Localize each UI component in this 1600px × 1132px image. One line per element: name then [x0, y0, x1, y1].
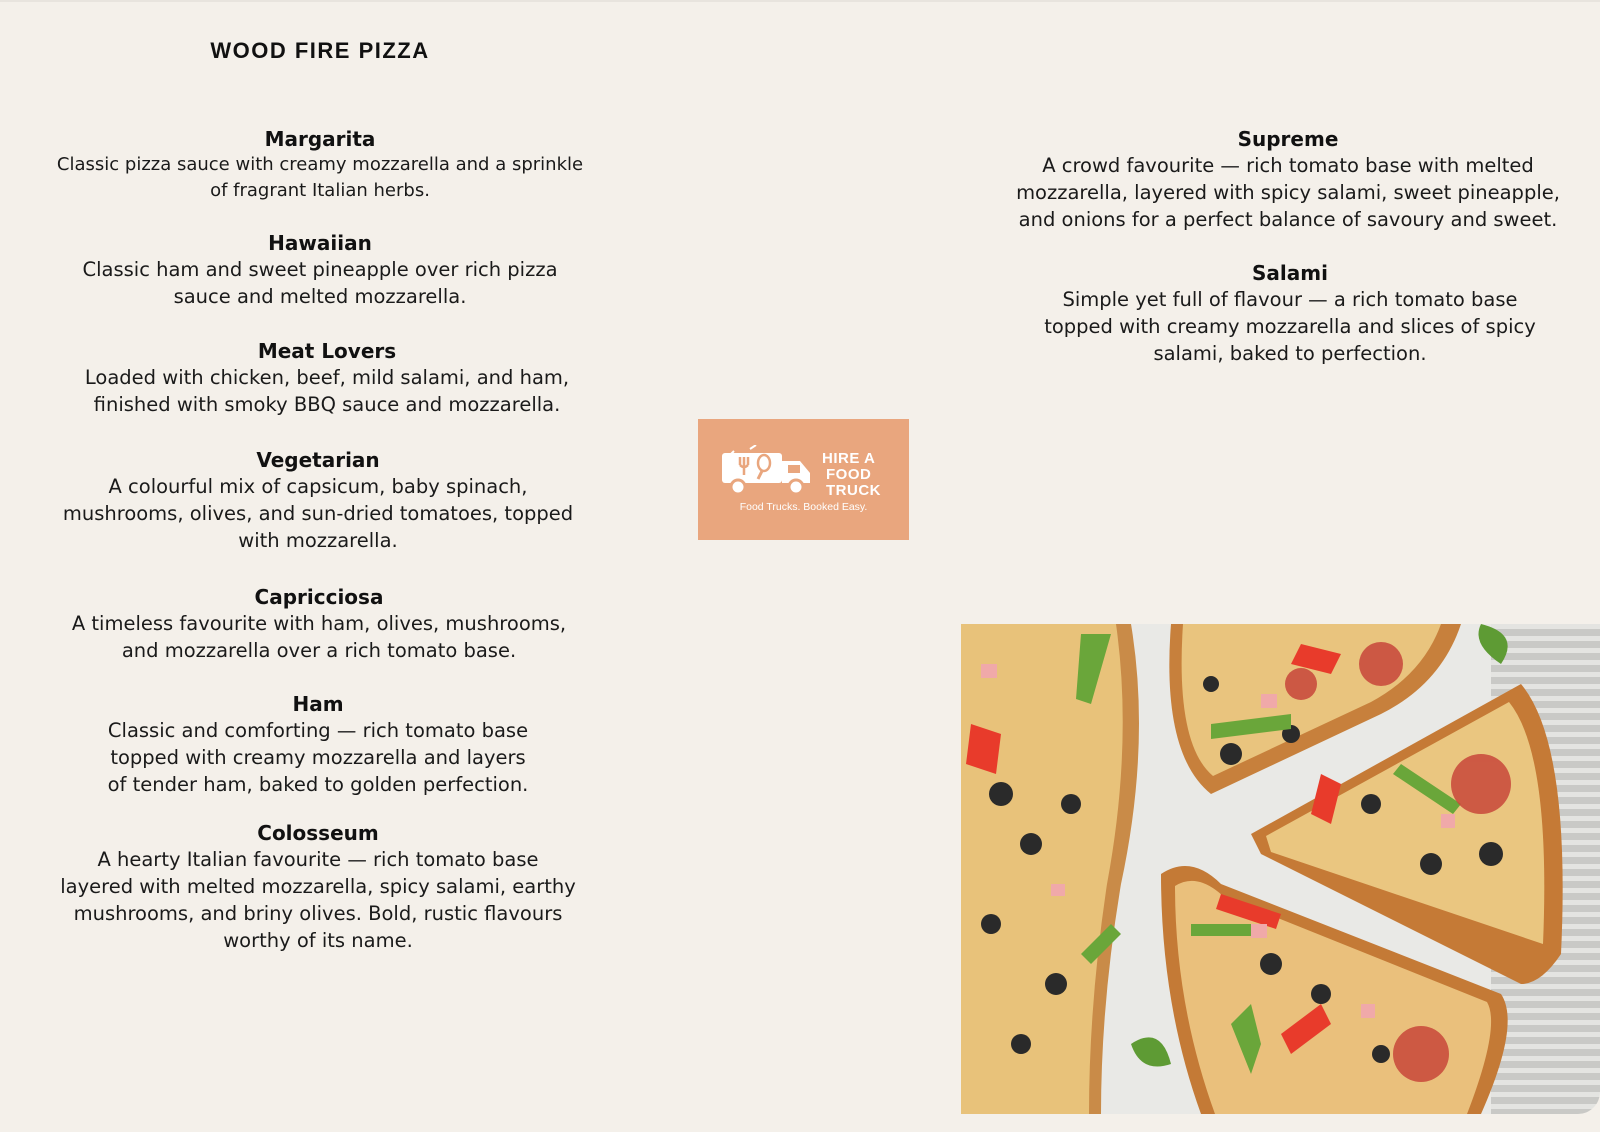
menu-item-meat-lovers	[74, 338, 580, 418]
menu-item-name: Supreme	[1237, 127, 1339, 151]
menu-item-vegetarian	[50, 447, 586, 554]
menu-item-name: Capricciosa	[254, 585, 384, 609]
menu-item-description: Simple yet full of flavour — a rich tomato base topped with creamy mozzarella and slices of spicy salami, baked to perfection.	[1044, 288, 1536, 365]
menu-item-salami	[1040, 260, 1540, 367]
menu-item-name: Vegetarian	[256, 448, 380, 472]
menu-item-description: A timeless favourite with ham, olives, mushrooms, and mozzarella over a rich tomato base.	[71, 612, 567, 662]
menu-item-description: A crowd favourite — rich tomato base with melted mozzarella, layered with spicy salami, sweet pineapple, and onions for a perfect balance of savoury and sweet.	[1016, 154, 1560, 231]
menu-item-description: A hearty Italian favourite — rich tomato base layered with melted mozzarella, spicy salami, earthy mushrooms, and briny olives. Bold, rustic flavours worthy of its name.	[60, 848, 576, 952]
menu-item-description: Loaded with chicken, beef, mild salami, and ham, finished with smoky BBQ sauce and mozzarella.	[84, 366, 570, 416]
menu-item-description: Classic pizza sauce with creamy mozzarella and a sprinkle of fragrant Italian herbs.	[56, 154, 584, 201]
logo-tagline: Food Trucks. Booked Easy.	[739, 501, 868, 513]
menu-item-ham	[98, 691, 538, 798]
hire-a-food-truck-logo	[698, 419, 909, 540]
menu-item-hawaiian	[70, 230, 570, 310]
menu-item-name: Meat Lovers	[257, 339, 397, 363]
menu-item-name: Margarita	[264, 127, 376, 151]
menu-item-name: Ham	[292, 692, 344, 716]
pizza-photo	[961, 624, 1600, 1114]
menu-item-description: A colourful mix of capsicum, baby spinach, mushrooms, olives, and sun-dried tomatoes, topped with mozzarella.	[62, 475, 574, 552]
menu-item-name: Salami	[1252, 261, 1328, 285]
page-title: WOOD FIRE PIZZA	[210, 38, 430, 63]
logo-text	[822, 451, 881, 499]
menu-item-description: Classic and comforting — rich tomato base topped with creamy mozzarella and layers of tender ham, baked to golden perfection.	[107, 719, 529, 796]
logo-line: TRUCK	[826, 482, 881, 499]
menu-item-supreme	[996, 126, 1580, 233]
menu-item-name: Colosseum	[257, 821, 379, 845]
menu-item-capricciosa	[66, 584, 572, 664]
food-truck-icon	[720, 445, 820, 497]
menu-item-description: Classic ham and sweet pineapple over rich pizza sauce and melted mozzarella.	[82, 258, 558, 308]
logo-line: FOOD	[826, 466, 872, 483]
menu-item-name: Hawaiian	[268, 231, 372, 255]
top-divider	[0, 0, 1600, 2]
menu-item-colosseum	[60, 820, 576, 954]
menu-item-margarita	[54, 126, 586, 204]
logo-line: HIRE A	[822, 450, 876, 467]
